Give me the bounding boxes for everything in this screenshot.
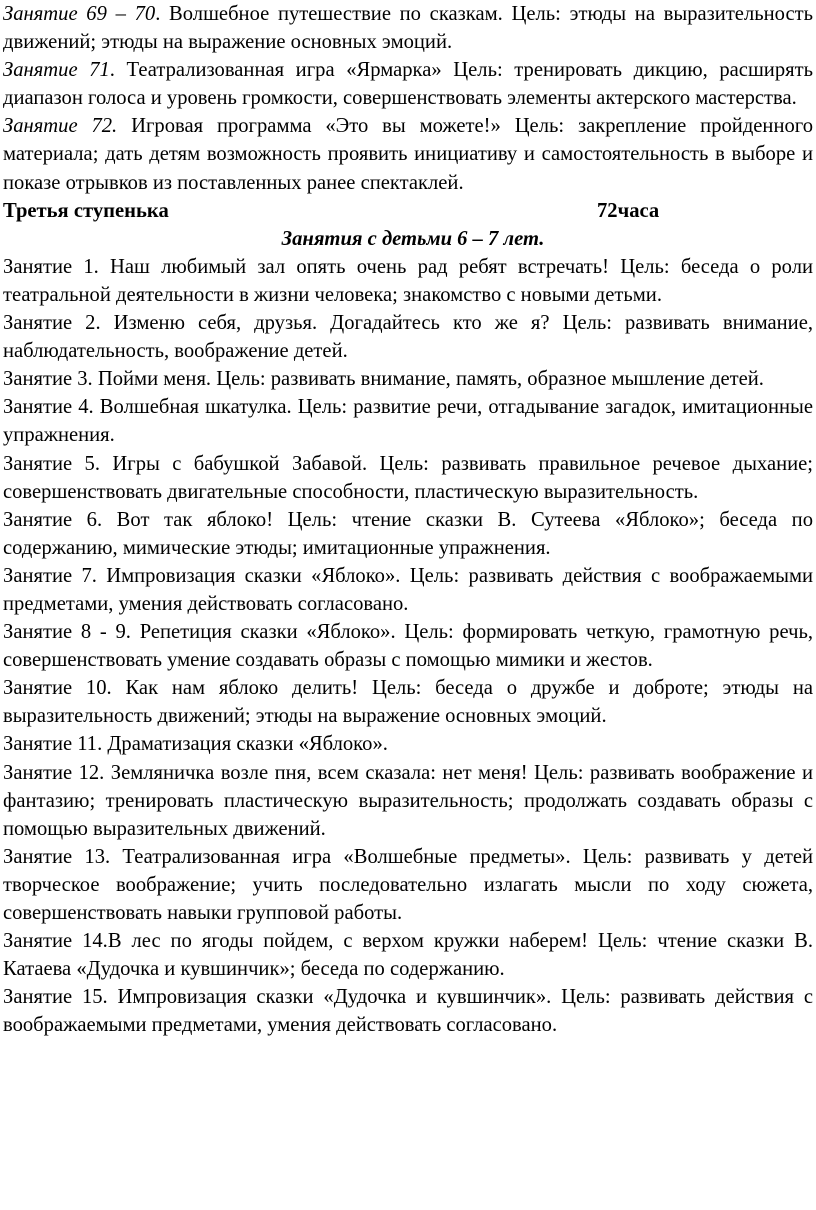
lesson-text: . Театрализованная игра «Ярмарка» Цель: тренировать дикцию, расширять диапазон голоса и уровень громкости, совершенствовать элементы актерского мастерства. (3, 59, 813, 110)
lesson-69-70-paragraph (3, 0, 813, 56)
lesson-72-paragraph (3, 112, 813, 196)
lesson-text: . Волшебное путешествие по сказкам. Цель: этюды на выразительность движений; этюды на выражение основных эмоций. (3, 3, 813, 54)
section-hours: 72часа (597, 199, 660, 222)
lesson-2-paragraph: Занятие 2. Изменю себя, друзья. Догадайтесь кто же я? Цель: развивать внимание, наблюдательность, воображение детей. (3, 312, 813, 363)
lesson-11-paragraph: Занятие 11. Драматизация сказки «Яблоко». (3, 733, 388, 756)
lesson-13-paragraph: Занятие 13. Театрализованная игра «Волшебные предметы». Цель: развивать у детей творческое воображение; учить последовательно излагать мысли по ходу сюжета, совершенствовать навыки групповой работы. (3, 845, 813, 924)
lesson-10-paragraph: Занятие 10. Как нам яблоко делить! Цель: беседа о дружбе и доброте; этюды на выразительность движений; этюды на выражение основных эмоций. (3, 677, 813, 728)
lesson-15-paragraph: Занятие 15. Импровизация сказки «Дудочка и кувшинчик». Цель: развивать действия с воображаемыми предметами, умения действовать согласовано. (3, 986, 813, 1037)
section-heading (3, 197, 813, 225)
lesson-3-paragraph: Занятие 3. Пойми меня. Цель: развивать внимание, память, образное мышление детей. (3, 368, 764, 391)
lesson-12-paragraph: Занятие 12. Земляничка возле пня, всем сказала: нет меня! Цель: развивать воображение и фантазию; тренировать пластическую выразительность; продолжать создавать образы с помощью выразительных движений. (3, 761, 813, 840)
section-subtitle: Занятия с детьми 6 – 7 лет. (281, 227, 545, 250)
lesson-text: Игровая программа «Это вы можете!» Цель: закрепление пройденного материала; дать детям возможность проявить инициативу и самостоятельность в выборе и показе отрывков из поставленных ранее спектаклей. (3, 115, 814, 194)
lesson-label: Занятие 72. (3, 115, 118, 138)
lesson-71-paragraph (3, 56, 813, 112)
section-title: Третья ступенька (3, 199, 169, 222)
lesson-label: Занятие 71 (3, 59, 110, 82)
lesson-14-paragraph: Занятие 14.В лес по ягоды пойдем, с верхом кружки наберем! Цель: чтение сказки В. Катаева «Дудочка и кувшинчик»; беседа по содержанию. (3, 930, 813, 981)
lesson-7-paragraph: Занятие 7. Импровизация сказки «Яблоко». Цель: развивать действия с воображаемыми предметами, умения действовать согласовано. (3, 564, 813, 615)
lesson-5-paragraph: Занятие 5. Игры с бабушкой Забавой. Цель: развивать правильное речевое дыхание; совершенствовать двигательные способности, пластическую выразительность. (3, 452, 813, 503)
lesson-label: Занятие 69 – 70 (3, 3, 156, 25)
lesson-8-9-paragraph: Занятие 8 - 9. Репетиция сказки «Яблоко». Цель: формировать четкую, грамотную речь, совершенствовать умение создавать образы с помощью мимики и жестов. (3, 621, 813, 672)
lesson-6-paragraph: Занятие 6. Вот так яблоко! Цель: чтение сказки В. Сутеева «Яблоко»; беседа по содержанию, мимические этюды; имитационные упражнения. (3, 508, 813, 559)
lesson-1-paragraph: Занятие 1. Наш любимый зал опять очень рад ребят встречать! Цель: беседа о роли театральной деятельности в жизни человека; знакомство с новыми детьми. (3, 255, 813, 306)
lesson-4-paragraph: Занятие 4. Волшебная шкатулка. Цель: развитие речи, отгадывание загадок, имитационные упражнения. (3, 396, 813, 447)
